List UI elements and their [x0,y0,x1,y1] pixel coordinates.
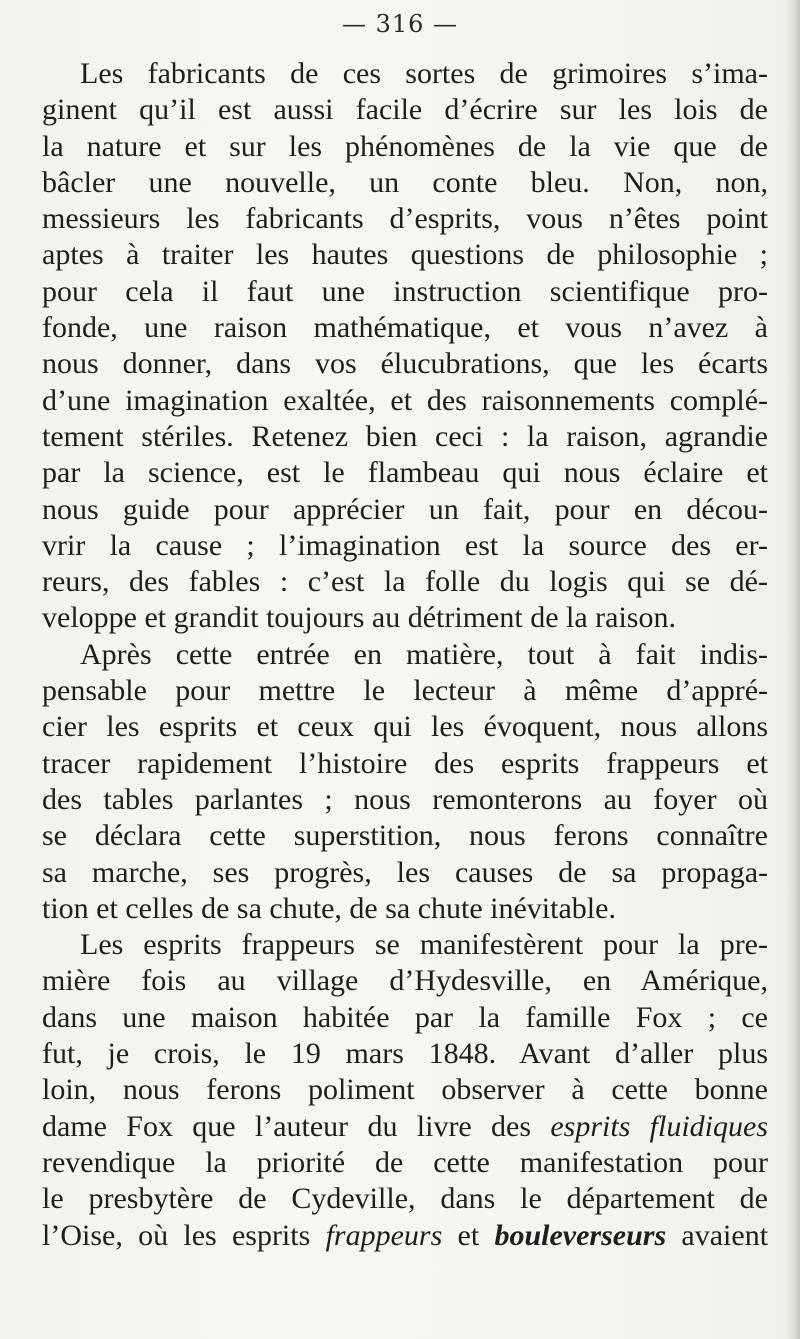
text-line: la nature et sur les phénomènes de la vie que de [42,129,768,163]
text-line: bâcler une nouvelle, un conte bleu. Non, non, [42,165,768,199]
text-line-with-italic [42,1109,768,1145]
text-line: loin, nous ferons poliment observer à cette bonne [42,1073,768,1107]
text-line: pour cela il faut une instruction scientifique pro- [42,274,768,308]
text-line: sa marche, ses progrès, les causes de sa propaga- [42,855,768,889]
text-line: nous donner, dans vos élucubrations, que les écarts [42,347,768,381]
body-text [42,56,768,1254]
text-line: ginent qu’il est aussi facile d’écrire sur les lois de [42,93,768,127]
text-line: vrir la cause ; l’imagination est la source des er- [42,528,768,562]
text-line: reurs, des fables : c’est la folle du logis qui se dé- [42,565,768,599]
text-line: Les esprits frappeurs se manifestèrent pour la pre- [80,928,768,962]
italic-term: frappeurs [325,1218,443,1252]
text-line: nous guide pour apprécier un fait, pour en décou- [42,492,768,526]
text-line: fut, je crois, le 19 mars 1848. Avant d’aller plus [42,1037,768,1071]
text-line: veloppe et grandit toujours au détriment de la raison. [42,601,676,635]
page-edge-shadow [786,0,800,1339]
text-line: fonde, une raison mathématique, et vous n’avez à [42,311,768,345]
text-line: messieurs les fabricants d’esprits, vous n’êtes point [42,202,768,236]
bold-italic-term: bouleverseurs [494,1218,667,1252]
text-line: se déclara cette superstition, nous ferons connaître [42,819,768,853]
text-line: tracer rapidement l’histoire des esprits frappeurs et [42,746,768,780]
text-line: pensable pour mettre le lecteur à même d’appré- [42,674,768,708]
text-line: le presbytère de Cydeville, dans le département de [42,1182,768,1216]
text-line: dans une maison habitée par la famille Fox ; ce [42,1000,768,1034]
text-line: mière fois au village d’Hydesville, en Amérique, [42,964,768,998]
text-span: l’Oise, où les esprits [42,1218,311,1252]
italic-term: esprits fluidiques [550,1109,768,1143]
text-line: Les fabricants de ces sortes de grimoires s’ima- [80,57,768,90]
text-span: avaient [681,1218,768,1252]
page-number: — 316 — [341,10,459,38]
text-span: et [457,1218,480,1252]
text-line: des tables parlantes ; nous remonterons au foyer où [42,782,768,816]
text-line-with-italic [42,1218,768,1254]
text-span: dame Fox que l’auteur du livre des [42,1109,532,1143]
text-line: revendique la priorité de cette manifestation pour [42,1145,768,1179]
text-line: tion et celles de sa chute, de sa chute inévitable. [42,891,616,925]
text-line: Après cette entrée en matière, tout à fait indis- [80,637,768,671]
text-line: tement stériles. Retenez bien ceci : la raison, agrandie [42,419,768,453]
text-line: cier les esprits et ceux qui les évoquent, nous allons [42,710,768,744]
text-line: par la science, est le flambeau qui nous éclaire et [42,456,768,490]
text-line: aptes à traiter les hautes questions de philosophie ; [42,238,768,272]
italic-term [494,1219,666,1252]
text-line: d’une imagination exaltée, et des raisonnements complé- [42,383,768,417]
